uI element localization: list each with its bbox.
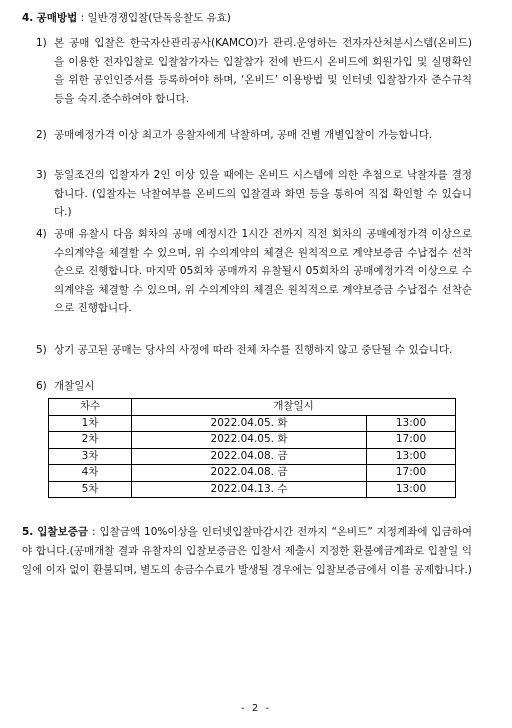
section-4-number: 4. [22, 12, 34, 24]
header-round: 차수 [49, 399, 132, 416]
time-cell: 13:00 [367, 448, 456, 465]
header-opening-datetime: 개찰일시 [132, 399, 456, 416]
section-4-colon: : [80, 12, 85, 24]
item-1-number: 1) [36, 37, 47, 49]
section-5-paragraph [22, 523, 472, 579]
time-cell: 13:00 [367, 481, 456, 498]
section-5-colon: : [91, 526, 96, 538]
section-5-number: 5. [22, 526, 34, 538]
item-3-text: 동일조건의 입찰자가 2인 이상 있을 때에는 온비드 시스템에 의한 추첨으로 낙찰자를 결정합니다. (입찰자는 낙찰여부를 온비드의 입찰결과 화면 등을 통하여 직접 확인할 수 있습니다.) [54, 169, 472, 219]
section-5-text: 입찰금액 10%이상을 인터넷입찰마감시간 전까지 “온비드” 지정계좌에 입금하여야 합니다.(공매개찰 결과 유찰자의 입찰보증금은 입찰서 제출시 지정한 환불예금계좌로 입찰일 익일에 이자 없이 환불되며, 별도의 송금수수료가 발생될 경우에는 입찰보증금에서 이를 공제합니다.) [22, 526, 473, 576]
item-2-text: 공매예정가격 이상 최고가 응찰자에게 낙찰하며, 공매 건별 개별입찰이 가능합니다. [54, 129, 433, 141]
item-2-number: 2) [36, 129, 47, 141]
date-cell: 2022.04.05. 화 [132, 432, 367, 449]
item-4-number: 4) [36, 228, 47, 240]
table-row [49, 448, 456, 465]
item-4-text: 공매 유찰시 다음 회차의 공매 예정시간 1시간 전까지 직전 회차의 공매예정가격 이상으로 수의계약을 체결할 수 있으며, 위 수의계약의 체결은 원칙적으로 계약보증금 수납접수 선착순으로 진행합니다. 마지막 05회차 공매까지 유찰될시 05회차의 공매예정가격 이상으로 수의계약을 체결할 수 있으며, 위 수의계약의 체결은 원칙적으로 계약보증금 수납접수 선착순으로 진행합니다. [54, 228, 472, 315]
table-row [49, 415, 456, 432]
round-cell: 4차 [49, 465, 132, 482]
page-number: - 2 - [241, 703, 271, 714]
item-5-text: 상기 공고된 공매는 당사의 사정에 따라 전체 차수를 진행하지 않고 중단될 수 있습니다. [54, 344, 453, 356]
round-cell: 5차 [49, 481, 132, 498]
item-6-text: 개찰일시 [54, 380, 95, 392]
date-cell: 2022.04.08. 금 [132, 448, 367, 465]
round-cell: 1차 [49, 415, 132, 432]
round-cell: 3차 [49, 448, 132, 465]
time-cell: 17:00 [367, 432, 456, 449]
item-5-number: 5) [36, 344, 47, 356]
section-5-title: 입찰보증금 [37, 526, 88, 538]
table-header-row [49, 399, 456, 416]
date-cell: 2022.04.13. 수 [132, 481, 367, 498]
table-row [49, 481, 456, 498]
time-cell: 17:00 [367, 465, 456, 482]
table-row [49, 432, 456, 449]
item-3-number: 3) [36, 169, 47, 181]
item-1-text: 본 공매 입찰은 한국자산관리공사(KAMCO)가 관리.운영하는 전자자산처분시스템(온비드)을 이용한 전자입찰로 입찰참가자는 입찰참가 전에 반드시 온비드에 회원가입 및 실명확인을 위한 공인인증서를 등록하여야 하며, ‘온비드’ 이용방법 및 인터넷 입찰참가자 준수규칙 등을 숙지.준수하여야 합니다. [54, 37, 472, 105]
opening-schedule-table [48, 398, 456, 498]
section-4-heading [22, 9, 231, 27]
date-cell: 2022.04.05. 화 [132, 415, 367, 432]
section-4-title: 공매방법 [36, 12, 78, 24]
time-cell: 13:00 [367, 415, 456, 432]
round-cell: 2차 [49, 432, 132, 449]
section-4-method: 일반경쟁입찰(단독응찰도 유효) [87, 12, 231, 24]
table-row [49, 465, 456, 482]
date-cell: 2022.04.08. 금 [132, 465, 367, 482]
item-6-number: 6) [36, 380, 47, 392]
